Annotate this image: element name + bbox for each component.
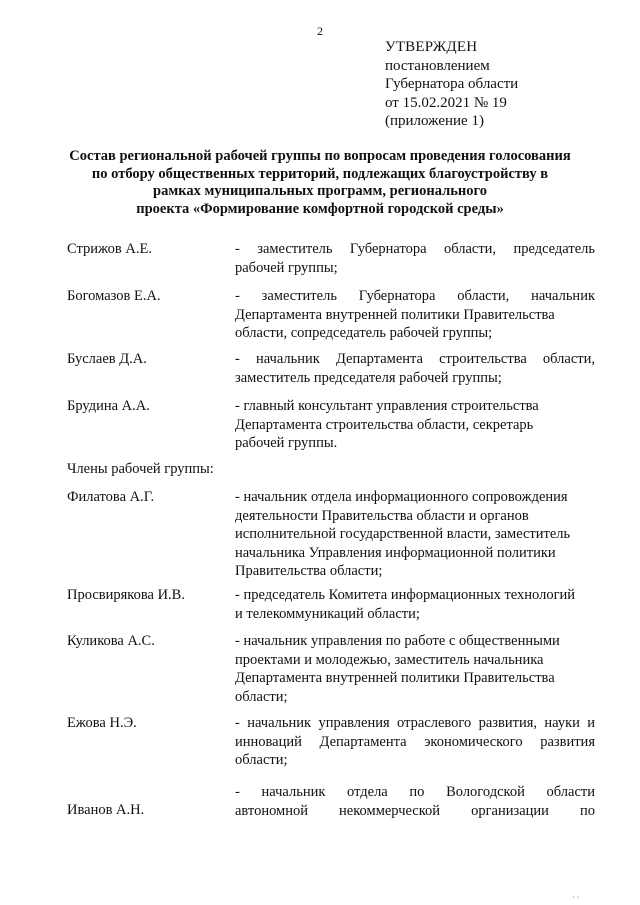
- role-line: - председатель Комитета информационных технологий: [235, 587, 576, 603]
- member-name: Иванов А.Н.: [67, 802, 145, 818]
- title-line: Состав региональной рабочей группы по вопросам проведения голосования: [69, 148, 571, 164]
- role-line: инноваций Департамента экономического развития: [235, 733, 595, 750]
- title-line: по отбору общественных территорий, подлежащих благоустройству в: [91, 165, 549, 182]
- member-name: Буслаев Д.А.: [67, 351, 147, 367]
- role-line: проектами и молодежью, заместитель начальника: [235, 651, 544, 668]
- role-line: - начальник отдела информационного сопровождения: [235, 489, 568, 505]
- role-line: рабочей группы;: [235, 259, 338, 276]
- role-line: заместитель председателя рабочей группы;: [235, 369, 502, 386]
- member-name: Стрижов А.Е.: [67, 241, 152, 257]
- approval-line: от 15.02.2021 № 19: [385, 94, 507, 111]
- approval-line: (приложение 1): [385, 113, 484, 129]
- role-line: Департамента внутренней политики Правительства: [235, 306, 555, 323]
- role-line: начальника Управления информационной политики: [235, 544, 556, 561]
- role-line: исполнительной государственной власти, заместитель: [235, 526, 571, 542]
- role-line: и телекоммуникаций области;: [235, 605, 420, 622]
- member-name: Богомазов Е.А.: [67, 288, 161, 304]
- title-line: рамках муниципальных программ, регионального: [153, 183, 487, 199]
- role-line: - начальник управления по работе с общественными: [235, 633, 560, 649]
- role-line: области;: [235, 752, 288, 768]
- member-role: [235, 714, 595, 770]
- role-line: - заместитель Губернатора области, председатель: [235, 241, 595, 257]
- document-title: [40, 148, 600, 218]
- role-line: Департамента внутренней политики Правительства: [235, 670, 555, 686]
- member-role: [235, 488, 595, 581]
- member-name: Куликова А.С.: [67, 633, 155, 649]
- role-line: Правительства области;: [235, 563, 383, 579]
- member-name: Просвирякова И.В.: [67, 587, 185, 603]
- scan-specks: · ·: [572, 893, 580, 902]
- approval-block: [385, 38, 518, 131]
- role-line: - начальник Департамента строительства области,: [235, 351, 595, 367]
- member-name: Филатова А.Г.: [67, 489, 155, 505]
- approval-heading: УТВЕРЖДЕН: [385, 39, 478, 55]
- role-line: области, сопредседатель рабочей группы;: [235, 325, 493, 341]
- member-role: [235, 397, 595, 453]
- member-role: [235, 586, 595, 623]
- member-role: [235, 783, 595, 820]
- member-name: Ежова Н.Э.: [67, 715, 137, 731]
- members-label: Члены рабочей группы:: [67, 461, 214, 477]
- member-role: [235, 287, 595, 343]
- role-line: - начальник управления отраслевого развития, науки и: [235, 715, 595, 731]
- role-line: - заместитель Губернатора области, начальник: [235, 288, 595, 304]
- role-line: - главный консультант управления строительства: [235, 398, 539, 414]
- approval-line: постановлением: [385, 57, 490, 74]
- role-line: деятельности Правительства области и органов: [235, 507, 529, 524]
- role-line: рабочей группы.: [235, 435, 338, 451]
- approval-line: Губернатора области: [385, 76, 519, 92]
- role-line: - начальник отдела по Вологодской области: [235, 784, 595, 800]
- title-line: проекта «Формирование комфортной городской среды»: [136, 200, 504, 217]
- page-number: 2: [317, 24, 323, 38]
- member-role: [235, 350, 595, 387]
- role-line: Департамента строительства области, секретарь: [235, 416, 534, 433]
- member-role: [235, 240, 595, 277]
- role-line: автономной некоммерческой организации по: [235, 802, 595, 819]
- role-line: области;: [235, 688, 288, 705]
- member-role: [235, 632, 595, 706]
- member-name: Брудина А.А.: [67, 398, 150, 414]
